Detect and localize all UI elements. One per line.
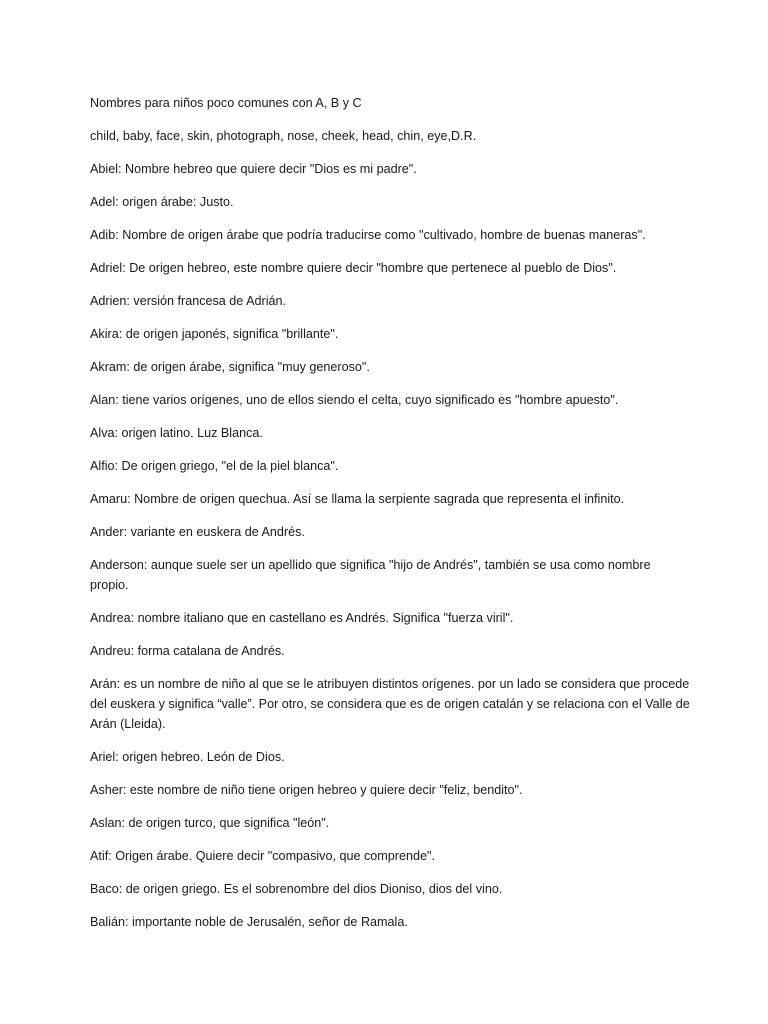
name-entry-alan: Alan: tiene varios orígenes, uno de ellos siendo el celta, cuyo significado es "hombre apuesto". [90,393,619,407]
name-entry-akira: Akira: de origen japonés, significa "brillante". [90,327,339,341]
name-entry-adrien: Adrien: versión francesa de Adrián. [90,294,287,308]
name-entry-balian: Balián: importante noble de Jerusalén, señor de Ramala. [90,915,408,929]
name-entry-andreu: Andreu: forma catalana de Andrés. [90,644,285,658]
name-entry-akram: Akram: de origen árabe, significa "muy generoso". [90,360,370,374]
document-title: Nombres para niños poco comunes con A, B y C [90,96,362,110]
name-entry-adib: Adib: Nombre de origen árabe que podría traducirse como "cultivado, hombre de buenas maneras". [90,228,646,242]
name-entry-ariel: Ariel: origen hebreo. León de Dios. [90,750,285,764]
name-entry-adriel: Adriel: De origen hebreo, este nombre quiere decir "hombre que pertenece al pueblo de Dios". [90,261,617,275]
name-entry-aslan: Aslan: de origen turco, que significa "león". [90,816,330,830]
name-entry-baco: Baco: de origen griego. Es el sobrenombre del dios Dioniso, dios del vino. [90,882,503,896]
name-entry-amaru: Amaru: Nombre de origen quechua. Así se llama la serpiente sagrada que representa el infinito. [90,492,625,506]
name-entry-alfio: Alfio: De origen griego, "el de la piel blanca". [90,459,339,473]
name-entry-abiel: Abiel: Nombre hebreo que quiere decir "Dios es mi padre". [90,162,417,176]
name-entry-alva: Alva: origen latino. Luz Blanca. [90,426,263,440]
name-entry-andrea: Andrea: nombre italiano que en castellano es Andrés. Significa "fuerza viril". [90,611,514,625]
keywords-line: child, baby, face, skin, photograph, nose, cheek, head, chin, eye,D.R. [90,129,477,143]
name-entry-atif: Atif: Origen árabe. Quiere decir "compasivo, que comprende". [90,849,435,863]
name-entry-asher: Asher: este nombre de niño tiene origen hebreo y quiere decir "feliz, bendito". [90,783,523,797]
name-entry-ander: Ander: variante en euskera de Andrés. [90,525,305,539]
document-body [90,93,690,945]
name-entry-adel: Adel: origen árabe: Justo. [90,195,234,209]
name-entry-anderson: Anderson: aunque suele ser un apellido que significa "hijo de Andrés", también se usa como nombre propio. [90,558,651,592]
name-entry-aran: Arán: es un nombre de niño al que se le atribuyen distintos orígenes. por un lado se considera que procede del euskera y significa “valle”. Por otro, se considera que es de origen catalán y se relaciona con el Valle de Arán (Lleida). [90,677,690,731]
